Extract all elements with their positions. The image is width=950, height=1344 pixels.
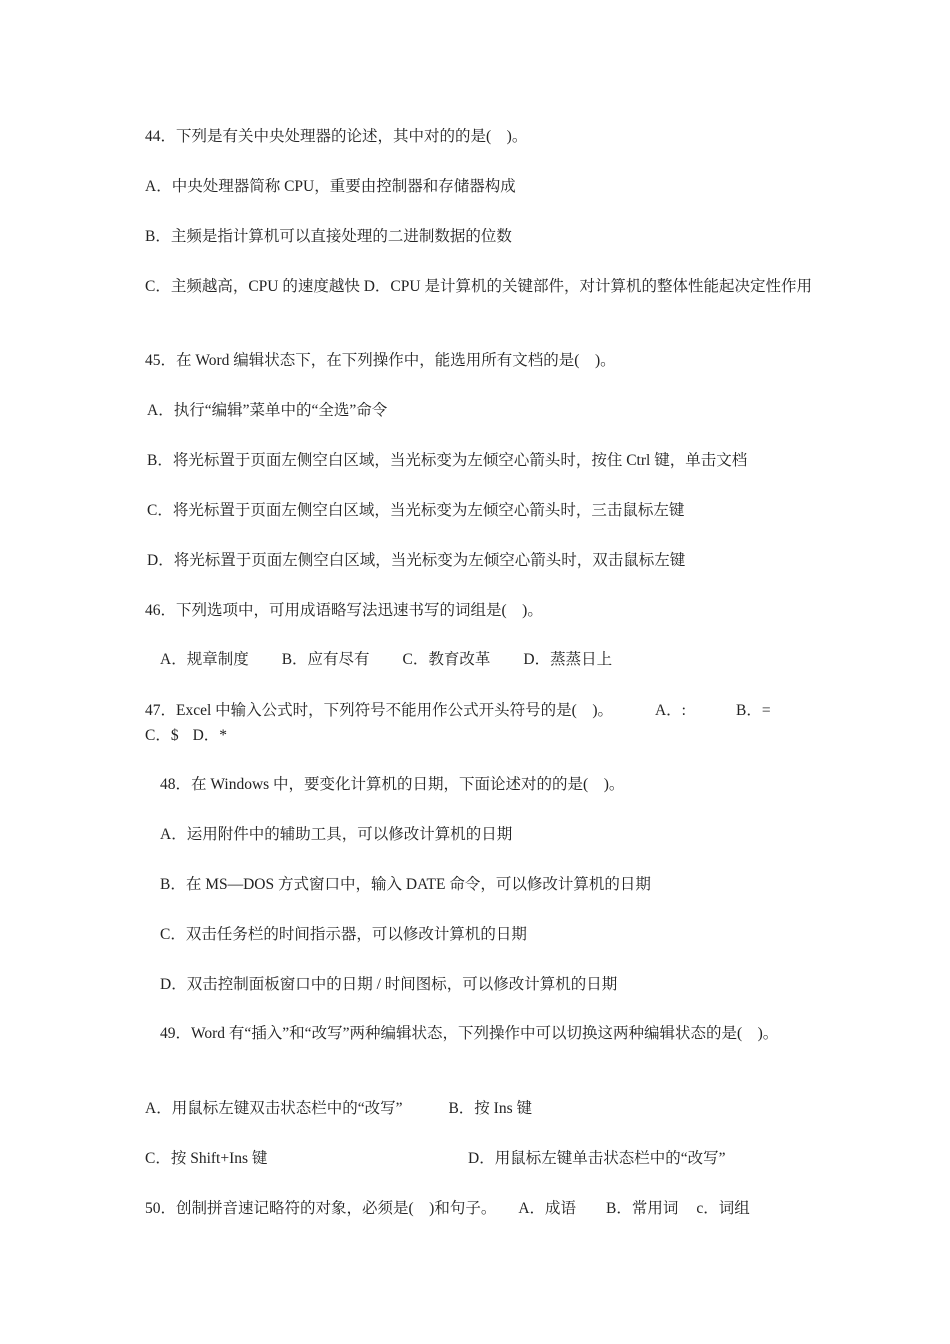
question-47-option-a: A．: — [654, 702, 686, 719]
question-48-option-d: D．双击控制面板窗口中的日期 / 时间图标，可以修改计算机的日期 — [160, 976, 618, 993]
question-44-option-b: B．主频是指计算机可以直接处理的二进制数据的位数 — [145, 228, 512, 245]
question-47-line-1 — [145, 698, 815, 724]
question-50-stem: 50．创制拼音速记略符的对象，必须是( )和句子。 — [145, 1200, 497, 1217]
question-48-option-c: C．双击任务栏的时间指示器，可以修改计算机的日期 — [160, 926, 527, 943]
question-46-options — [160, 647, 830, 673]
question-47-option-b: B．= — [736, 702, 771, 719]
question-45-option-b: B．将光标置于页面左侧空白区域，当光标变为左倾空心箭头时，按住 Ctrl 键，单击文档 — [147, 452, 748, 469]
question-46-option-c: C．教育改革 — [402, 651, 491, 668]
question-47-line-2 — [145, 723, 815, 749]
question-44-option-a: A．中央处理器简称 CPU，重要由控制器和存储器构成 — [145, 178, 516, 195]
question-49-option-b: B．按 Ins 键 — [448, 1100, 533, 1117]
question-47-option-c: C．$ — [145, 727, 179, 744]
question-50-option-a: A．成语 — [518, 1200, 577, 1217]
question-46-option-a: A．规章制度 — [160, 651, 249, 668]
question-50-line — [145, 1196, 815, 1222]
question-46-stem: 46．下列选项中，可用成语略写法迅速书写的词组是( )。 — [145, 602, 543, 619]
question-48-option-a: A．运用附件中的辅助工具，可以修改计算机的日期 — [160, 826, 513, 843]
question-44-stem: 44．下列是有关中央处理器的论述，其中对的的是( )。 — [145, 128, 528, 145]
question-50-option-b: B．常用词 — [606, 1200, 679, 1217]
question-48-option-b: B．在 MS—DOS 方式窗口中，输入 DATE 命令，可以修改计算机的日期 — [160, 876, 651, 893]
question-46-option-d: D．蒸蒸日上 — [523, 651, 613, 668]
question-50-option-c: c．词组 — [696, 1200, 750, 1217]
question-49-option-c: C．按 Shift+Ins 键 — [145, 1150, 268, 1167]
question-45-stem: 45．在 Word 编辑状态下，在下列操作中，能选用所有文档的是( )。 — [145, 352, 616, 369]
question-44-option-cd: C．主频越高，CPU 的速度越快 D．CPU 是计算机的关键部件，对计算机的整体性能起决定性作用 — [145, 278, 812, 295]
question-49-option-a: A．用鼠标左键双击状态栏中的“改写” — [145, 1100, 403, 1117]
question-49-stem: 49．Word 有“插入”和“改写”两种编辑状态，下列操作中可以切换这两种编辑状态的是( )。 — [160, 1025, 779, 1042]
question-49-row-ab — [145, 1096, 815, 1122]
question-46-option-b: B．应有尽有 — [281, 651, 370, 668]
question-48-stem: 48．在 Windows 中，要变化计算机的日期，下面论述对的的是( )。 — [160, 776, 625, 793]
question-47-option-d: D．* — [192, 727, 228, 744]
question-45-option-d: D．将光标置于页面左侧空白区域，当光标变为左倾空心箭头时，双击鼠标左键 — [147, 552, 686, 569]
question-47-stem: 47．Excel 中输入公式时，下列符号不能用作公式开头符号的是( )。 — [145, 702, 613, 719]
question-45-option-c: C．将光标置于页面左侧空白区域，当光标变为左倾空心箭头时，三击鼠标左键 — [147, 502, 685, 519]
question-49-option-d: D．用鼠标左键单击状态栏中的“改写” — [468, 1150, 726, 1167]
question-45-option-a: A．执行“编辑”菜单中的“全选”命令 — [147, 402, 388, 419]
